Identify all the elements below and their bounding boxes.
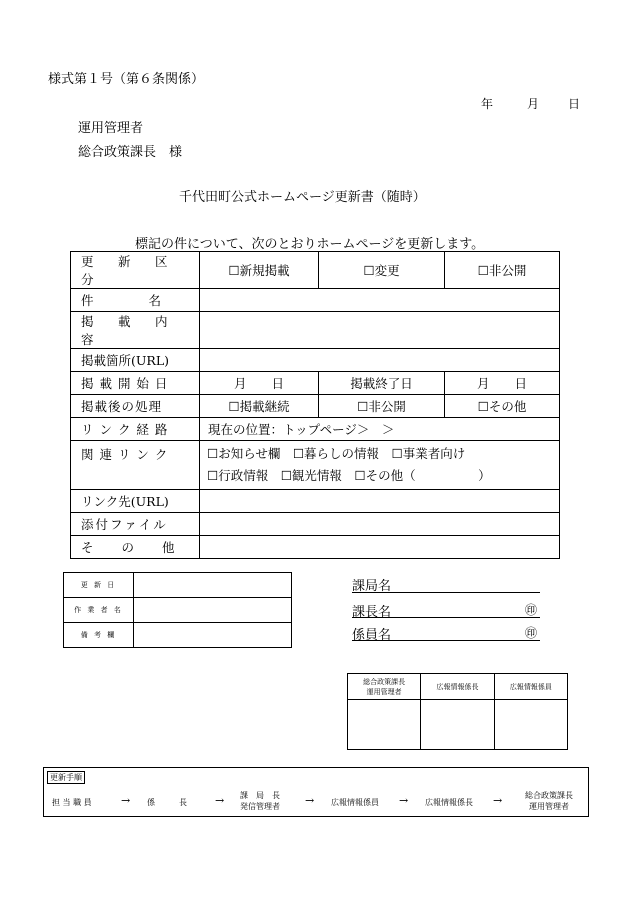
row-subject xyxy=(71,289,560,312)
worker-field[interactable] xyxy=(134,598,292,623)
other-field[interactable] xyxy=(200,536,560,559)
row-remarks xyxy=(64,623,292,648)
chief-label: 課長名 xyxy=(352,605,392,620)
location-label: 掲載箇所(URL) xyxy=(71,349,200,372)
approval-header-director: 総合政策課長 運用管理者 xyxy=(348,674,421,700)
procedure-tag: 更新手順 xyxy=(47,771,85,784)
update-date-label: 更 新 日 xyxy=(64,573,134,598)
date-day: 日 xyxy=(568,97,581,111)
step-policy-manager: 総合政策課長 運用管理者 xyxy=(525,791,573,811)
arrow-icon: → xyxy=(305,794,315,807)
related-row-2[interactable]: ☐行政情報 ☐観光情報 ☐その他（ ） xyxy=(207,468,491,483)
dest-field[interactable] xyxy=(200,490,560,513)
start-date-field[interactable]: 月 日 xyxy=(200,372,319,395)
option-new[interactable]: ☐新規掲載 xyxy=(200,252,319,289)
row-content xyxy=(71,312,560,349)
row-route xyxy=(71,418,560,441)
subject-field[interactable] xyxy=(200,289,560,312)
arrow-icon: → xyxy=(399,794,409,807)
approval-stamp-staff[interactable] xyxy=(494,700,567,750)
page-title: 千代田町公式ホームページ更新書（随時） xyxy=(179,190,426,205)
approval-stamp-row xyxy=(348,700,568,750)
row-update-date xyxy=(64,573,292,598)
approval-header-staff: 広報情報係員 xyxy=(494,674,567,700)
step-pr-chief: 広報情報係長 xyxy=(425,798,473,807)
related-label: 関 連 リ ン ク xyxy=(71,441,200,490)
step-director: 課 局 長 発信管理者 xyxy=(240,791,280,811)
chief-seal: ㊞ xyxy=(525,603,538,617)
row-dates xyxy=(71,372,560,395)
end-date-field[interactable]: 月 日 xyxy=(445,372,560,395)
other-label: そ の 他 xyxy=(71,536,200,559)
addressee-chief: 総合政策課長 様 xyxy=(78,145,183,160)
dept-label: 課局名 xyxy=(352,579,392,594)
attach-field[interactable] xyxy=(200,513,560,536)
location-field[interactable] xyxy=(200,349,560,372)
subject-label: 件 名 xyxy=(71,289,200,312)
update-form-table xyxy=(70,251,560,559)
row-related xyxy=(71,441,560,490)
staff-underline xyxy=(352,640,540,641)
content-label: 掲 載 内 容 xyxy=(71,312,200,349)
after-label: 掲載後の処理 xyxy=(71,395,200,418)
chief-underline xyxy=(352,617,540,618)
related-field[interactable] xyxy=(200,441,560,490)
form-number: 様式第１号（第６条関係） xyxy=(48,72,205,87)
option-private[interactable]: ☐非公開 xyxy=(445,252,560,289)
worker-label: 作 業 者 名 xyxy=(64,598,134,623)
step-section-chief: 係 長 xyxy=(147,798,187,807)
related-row-1[interactable]: ☐お知らせ欄 ☐暮らしの情報 ☐事業者向け xyxy=(207,446,466,461)
approval-stamp-chief[interactable] xyxy=(421,700,494,750)
procedure-box xyxy=(43,767,589,817)
row-worker xyxy=(64,598,292,623)
row-other xyxy=(71,536,560,559)
remarks-field[interactable] xyxy=(134,623,292,648)
start-date-label: 掲 載 開 始 日 xyxy=(71,372,200,395)
staff-label: 係員名 xyxy=(352,628,392,643)
route-label: リ ン ク 経 路 xyxy=(71,418,200,441)
option-after-private[interactable]: ☐非公開 xyxy=(319,395,445,418)
option-change[interactable]: ☐変更 xyxy=(319,252,445,289)
row-after xyxy=(71,395,560,418)
attach-label: 添付ファイル xyxy=(71,513,200,536)
approval-table xyxy=(347,673,568,750)
approval-header-row xyxy=(348,674,568,700)
staff-seal: ㊞ xyxy=(525,626,538,640)
arrow-icon: → xyxy=(493,794,503,807)
row-location xyxy=(71,349,560,372)
addressee-manager: 運用管理者 xyxy=(78,121,144,136)
route-field[interactable]: 現在の位置：トップページ＞ ＞ xyxy=(200,418,560,441)
date-month: 月 xyxy=(527,97,540,111)
option-continue[interactable]: ☐掲載継続 xyxy=(200,395,319,418)
row-dest xyxy=(71,490,560,513)
row-update-type xyxy=(71,252,560,289)
arrow-icon: → xyxy=(121,794,131,807)
arrow-icon: → xyxy=(215,794,225,807)
content-field[interactable] xyxy=(200,312,560,349)
step-pr-staff: 広報情報係員 xyxy=(331,798,379,807)
remarks-label: 備 考 欄 xyxy=(64,623,134,648)
update-type-label: 更 新 区 分 xyxy=(71,252,200,289)
approval-header-chief: 広報情報係長 xyxy=(421,674,494,700)
end-date-label: 掲載終了日 xyxy=(319,372,445,395)
intro-text: 標記の件について、次のとおりホームページを更新します。 xyxy=(135,237,485,252)
dest-label: リンク先(URL) xyxy=(71,490,200,513)
approval-stamp-director[interactable] xyxy=(348,700,421,750)
row-attach xyxy=(71,513,560,536)
update-record-table xyxy=(63,572,292,648)
step-staff: 担 当 職 員 xyxy=(52,798,92,807)
date-year: 年 xyxy=(481,97,494,111)
update-date-field[interactable] xyxy=(134,573,292,598)
option-other[interactable]: ☐その他 xyxy=(445,395,560,418)
dept-underline xyxy=(352,592,540,593)
